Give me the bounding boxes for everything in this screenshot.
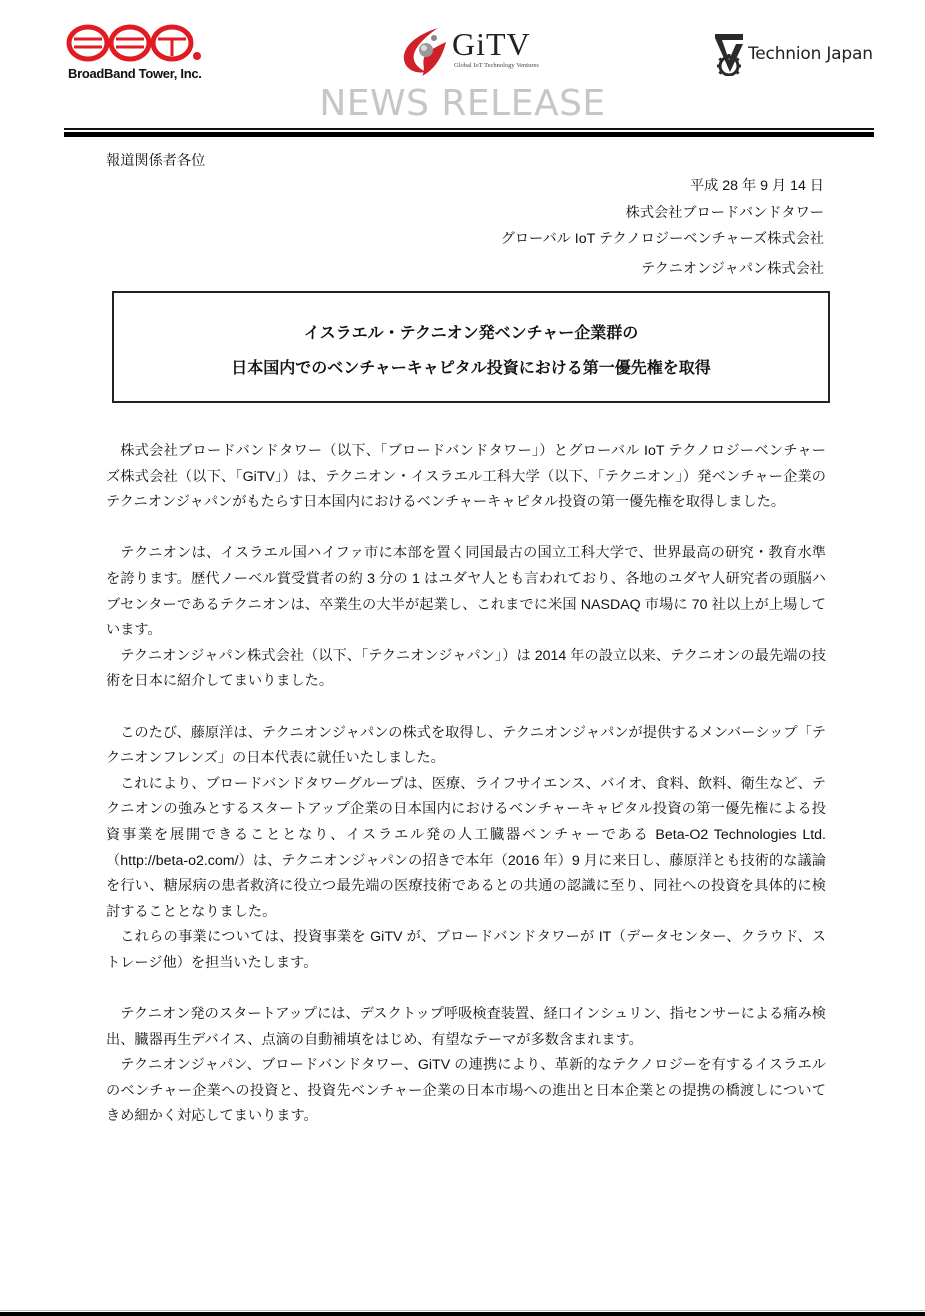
paragraph-gap <box>106 516 826 542</box>
sender-company: グローバル IoT テクノロジーベンチャーズ株式会社 <box>500 231 824 247</box>
header-rule-thick <box>64 132 874 137</box>
title-line-1: イスラエル・テクニオン発ベンチャー企業群の <box>303 325 639 342</box>
gitv-wordmark: GiTV <box>452 26 531 62</box>
body-paragraph: テクニオン発のスタートアップには、デスクトップ呼吸検査装置、経口インシュリン、指センサーによる痛み検出、臓器再生デバイス、点滴の自動補填をはじめ、有望なテーマが多数含まれます。 <box>106 1006 826 1048</box>
body-paragraph: テクニオンジャパン株式会社（以下、「テクニオンジャパン」）は 2014 年の設立以来、テクニオンの最先端の技術を日本に紹介してまいりました。 <box>106 647 826 690</box>
sender-block <box>501 173 824 282</box>
body-paragraph: これにより、ブロードバンドタワーグループは、医療、ライフサイエンス、バイオ、食料、飲料、衛生など、テクニオンの強みとするスタートアップ企業の日本国内におけるベンチャーキャピタル投資の第一優先権による投資事業を展開できることとなり、イスラエル発の人工臓器ベンチャーである Beta-O2 Technologies Ltd.（http://beta-o2.com/）は、テクニオンジャパンの招きで本年（2016 年）9 月に来日し、藤原洋とも技術的な議論を行い、糖尿病の患者救済に役立つ最先端の医療技術であるとの共通の認識に至り、同社への投資を具体的に検討することとなりました。 <box>106 775 826 920</box>
gitv-logo <box>398 22 548 78</box>
body-paragraph: このたび、藤原洋は、テクニオンジャパンの株式を取得し、テクニオンジャパンが提供するメンバーシップ「テクニオンフレンズ」の日本代表に就任いたしました。 <box>106 724 826 767</box>
header-rule-thin <box>64 128 874 130</box>
sender-company: 株式会社ブロードバンドタワー <box>625 204 824 221</box>
sender-company: テクニオンジャパン株式会社 <box>641 260 824 277</box>
bbt-logo-mark-icon <box>66 24 202 62</box>
press-release-body <box>106 439 826 1130</box>
body-paragraph: 株式会社ブロードバンドタワー（以下、「ブロードバンドタワー」）とグローバル IoT テクノロジーベンチャーズ株式会社（以下、「GiTV」）は、テクニオン・イスラエル工科大学（以下、「テクニオン」）発ベンチャー企業のテクニオンジャパンがもたらす日本国内におけるベンチャーキャピタル投資の第一優先権を取得しました。 <box>106 443 826 511</box>
gitv-swirl-icon <box>398 24 448 76</box>
body-paragraph: これらの事業については、投資事業を GiTV が、ブロードバンドタワーが IT（データセンター、クラウド、ストレージ他）を担当いたします。 <box>106 929 826 971</box>
body-paragraph: テクニオンは、イスラエル国ハイファ市に本部を置く同国最古の国立工科大学で、世界最高の研究・教育水準を誇ります。歴代ノーベル賞受賞者の約 3 分の 1 はユダヤ人とも言われており、各地のユダヤ人研究者の頭脳ハブセンターであるテクニオンは、卒業生の大半が起業し、これまでに米国 NASDAQ 市場に 70 社以上が上場しています。 <box>106 545 826 639</box>
page-bottom-bar <box>0 1312 925 1316</box>
gitv-subtitle: Global IoT Technology Ventures <box>454 62 539 69</box>
technion-japan-logo <box>712 32 872 80</box>
title-line-2: 日本国内でのベンチャーキャピタル投資における第一優先権を取得 <box>231 360 711 377</box>
bbt-logo-text: BroadBand Tower, Inc. <box>68 66 202 81</box>
technion-gear-icon <box>712 32 746 76</box>
news-release-banner: NEWS RELEASE <box>319 83 606 124</box>
title-box <box>112 291 830 403</box>
broadband-tower-logo <box>64 24 204 84</box>
page-bottom-edge <box>0 1310 925 1311</box>
paragraph-gap <box>106 695 826 721</box>
paragraph-gap <box>106 976 826 1002</box>
body-paragraph: テクニオンジャパン、ブロードバンドタワー、GiTV の連携により、革新的なテクノロジーを有するイスラエルのベンチャー企業への投資と、投資先ベンチャー企業の日本市場への進出と日本企業との提携の橋渡しについてきめ細かく対応してまいります。 <box>106 1057 826 1125</box>
release-date: 平成 28 年 9 月 14 日 <box>689 178 824 194</box>
technion-japan-text: Technion Japan <box>748 44 873 64</box>
addressee: 報道関係者各位 <box>106 153 206 169</box>
